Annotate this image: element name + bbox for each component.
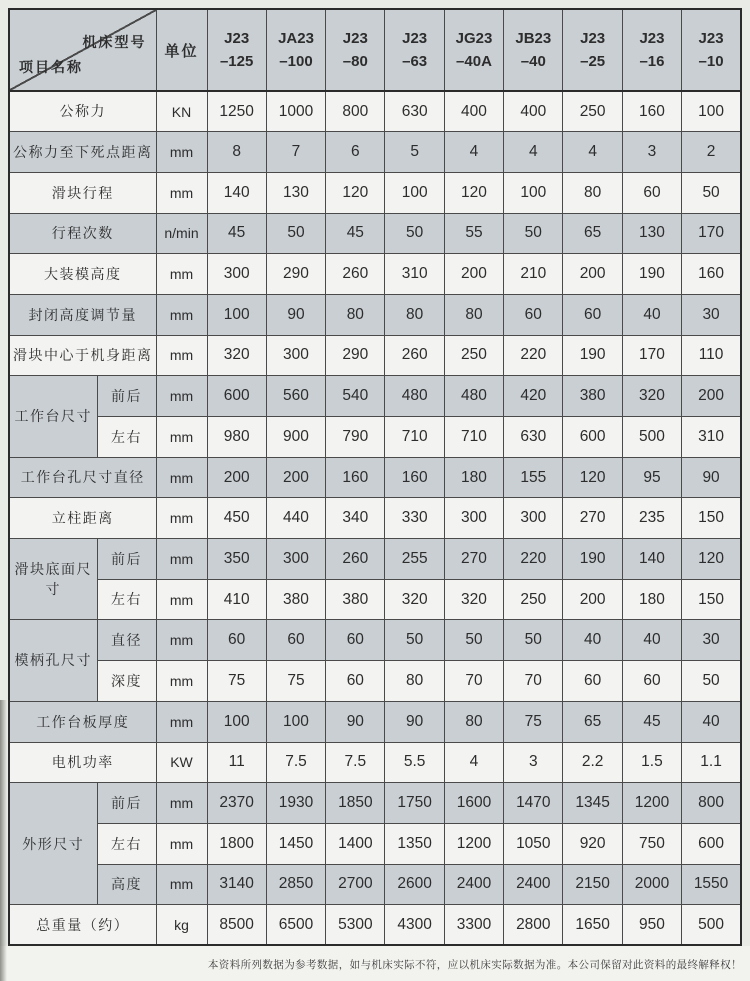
value-cell: 6500 — [266, 905, 325, 946]
model-series-label: JA23 — [278, 29, 314, 47]
value-cell: 800 — [326, 91, 385, 132]
model-header — [622, 9, 681, 91]
table-row — [9, 783, 741, 824]
value-cell: 5.5 — [385, 742, 444, 783]
row-sub-label: 左右 — [97, 579, 156, 620]
model-size-label: –100 — [279, 53, 313, 70]
value-cell: 50 — [385, 213, 444, 254]
value-cell: 50 — [682, 172, 741, 213]
value-cell: 5 — [385, 132, 444, 173]
model-series-label: JB23 — [515, 29, 552, 47]
table-row — [9, 376, 741, 417]
value-cell: 300 — [444, 498, 503, 539]
value-cell: 1000 — [266, 91, 325, 132]
table-row — [9, 132, 741, 173]
unit-cell: mm — [156, 376, 207, 417]
value-cell: 320 — [622, 376, 681, 417]
value-cell: 100 — [682, 91, 741, 132]
value-cell: 540 — [326, 376, 385, 417]
value-cell: 45 — [326, 213, 385, 254]
value-cell: 320 — [444, 579, 503, 620]
table-row — [9, 579, 741, 620]
value-cell: 2800 — [504, 905, 563, 946]
unit-cell: n/min — [156, 213, 207, 254]
value-cell: 100 — [207, 294, 266, 335]
value-cell: 330 — [385, 498, 444, 539]
value-cell: 380 — [266, 579, 325, 620]
table-row — [9, 905, 741, 946]
value-cell: 200 — [563, 579, 622, 620]
value-cell: 120 — [682, 539, 741, 580]
value-cell: 75 — [266, 661, 325, 702]
value-cell: 90 — [266, 294, 325, 335]
value-cell: 120 — [444, 172, 503, 213]
row-label: 公称力 — [9, 91, 156, 132]
value-cell: 250 — [504, 579, 563, 620]
model-header — [266, 9, 325, 91]
value-cell: 260 — [326, 539, 385, 580]
value-cell: 40 — [682, 701, 741, 742]
value-cell: 800 — [682, 783, 741, 824]
value-cell: 260 — [326, 254, 385, 295]
model-series-label: J23 — [580, 29, 606, 47]
value-cell: 155 — [504, 457, 563, 498]
row-label: 大装模高度 — [9, 254, 156, 295]
value-cell: 60 — [563, 661, 622, 702]
value-cell: 2400 — [504, 864, 563, 905]
value-cell: 630 — [385, 91, 444, 132]
footer-note: 本资料所列数据为参考数据，如与机床实际不符，应以机床实际数据为准。本公司保留对此资料的最终解释权！ — [207, 959, 742, 971]
value-cell: 290 — [326, 335, 385, 376]
value-cell: 190 — [563, 335, 622, 376]
row-sub-label: 深度 — [97, 661, 156, 702]
value-cell: 45 — [622, 701, 681, 742]
value-cell: 440 — [266, 498, 325, 539]
value-cell: 3 — [622, 132, 681, 173]
value-cell: 260 — [385, 335, 444, 376]
value-cell: 400 — [444, 91, 503, 132]
row-sub-label: 直径 — [97, 620, 156, 661]
value-cell: 300 — [207, 254, 266, 295]
value-cell: 1200 — [444, 823, 503, 864]
unit-cell: mm — [156, 620, 207, 661]
value-cell: 50 — [682, 661, 741, 702]
value-cell: 320 — [385, 579, 444, 620]
value-cell: 980 — [207, 417, 266, 458]
model-header — [504, 9, 563, 91]
unit-cell: mm — [156, 823, 207, 864]
unit-cell: mm — [156, 539, 207, 580]
value-cell: 480 — [444, 376, 503, 417]
value-cell: 6 — [326, 132, 385, 173]
value-cell: 120 — [326, 172, 385, 213]
table-row — [9, 335, 741, 376]
value-cell: 60 — [504, 294, 563, 335]
value-cell: 50 — [385, 620, 444, 661]
value-cell: 1250 — [207, 91, 266, 132]
value-cell: 80 — [385, 294, 444, 335]
unit-cell: mm — [156, 701, 207, 742]
value-cell: 1200 — [622, 783, 681, 824]
model-size-label: –80 — [342, 53, 368, 70]
value-cell: 900 — [266, 417, 325, 458]
unit-cell: KN — [156, 91, 207, 132]
value-cell: 100 — [207, 701, 266, 742]
value-cell: 40 — [622, 620, 681, 661]
table-row — [9, 539, 741, 580]
value-cell: 1470 — [504, 783, 563, 824]
item-name-header: 项目名称 — [19, 59, 83, 75]
value-cell: 50 — [504, 620, 563, 661]
value-cell: 4 — [504, 132, 563, 173]
model-size-label: –25 — [580, 53, 606, 70]
value-cell: 200 — [563, 254, 622, 295]
model-series-label: J23 — [402, 29, 428, 47]
value-cell: 140 — [207, 172, 266, 213]
value-cell: 80 — [326, 294, 385, 335]
unit-cell: KW — [156, 742, 207, 783]
value-cell: 80 — [444, 294, 503, 335]
row-sub-label: 左右 — [97, 417, 156, 458]
value-cell: 2700 — [326, 864, 385, 905]
value-cell: 220 — [504, 539, 563, 580]
value-cell: 310 — [682, 417, 741, 458]
model-size-label: –125 — [219, 53, 254, 70]
value-cell: 75 — [504, 701, 563, 742]
value-cell: 80 — [385, 661, 444, 702]
table-row — [9, 742, 741, 783]
unit-cell: mm — [156, 457, 207, 498]
value-cell: 2600 — [385, 864, 444, 905]
value-cell: 190 — [563, 539, 622, 580]
model-size-label: –63 — [402, 53, 428, 70]
model-header — [385, 9, 444, 91]
row-label: 滑块中心于机身距离 — [9, 335, 156, 376]
scan-edge-shadow — [0, 700, 7, 981]
value-cell: 7.5 — [326, 742, 385, 783]
header-row — [9, 9, 741, 91]
value-cell: 200 — [266, 457, 325, 498]
row-label: 总重量（约） — [9, 905, 156, 946]
value-cell: 200 — [444, 254, 503, 295]
value-cell: 340 — [326, 498, 385, 539]
unit-cell: mm — [156, 864, 207, 905]
row-label: 立柱距离 — [9, 498, 156, 539]
value-cell: 560 — [266, 376, 325, 417]
value-cell: 110 — [682, 335, 741, 376]
value-cell: 400 — [504, 91, 563, 132]
value-cell: 2400 — [444, 864, 503, 905]
unit-cell: mm — [156, 335, 207, 376]
value-cell: 40 — [622, 294, 681, 335]
value-cell: 70 — [444, 661, 503, 702]
unit-cell: mm — [156, 661, 207, 702]
value-cell: 100 — [385, 172, 444, 213]
value-cell: 210 — [504, 254, 563, 295]
value-cell: 180 — [622, 579, 681, 620]
value-cell: 60 — [563, 294, 622, 335]
model-header — [682, 9, 741, 91]
value-cell: 750 — [622, 823, 681, 864]
value-cell: 7.5 — [266, 742, 325, 783]
value-cell: 140 — [622, 539, 681, 580]
value-cell: 170 — [622, 335, 681, 376]
corner-cell — [9, 9, 156, 91]
unit-cell: mm — [156, 498, 207, 539]
table-row — [9, 620, 741, 661]
value-cell: 300 — [266, 335, 325, 376]
value-cell: 1650 — [563, 905, 622, 946]
value-cell: 8 — [207, 132, 266, 173]
value-cell: 160 — [326, 457, 385, 498]
value-cell: 1400 — [326, 823, 385, 864]
model-series-label: JG23 — [455, 29, 493, 47]
value-cell: 3300 — [444, 905, 503, 946]
value-cell: 255 — [385, 539, 444, 580]
value-cell: 90 — [385, 701, 444, 742]
value-cell: 1600 — [444, 783, 503, 824]
value-cell: 60 — [622, 661, 681, 702]
value-cell: 160 — [622, 91, 681, 132]
value-cell: 1930 — [266, 783, 325, 824]
value-cell: 55 — [444, 213, 503, 254]
row-group-label: 工作台尺寸 — [9, 376, 97, 457]
table-row — [9, 457, 741, 498]
model-size-label: –40 — [520, 53, 546, 70]
value-cell: 170 — [682, 213, 741, 254]
model-header — [207, 9, 266, 91]
value-cell: 1.1 — [682, 742, 741, 783]
value-cell: 380 — [563, 376, 622, 417]
row-label: 公称力至下死点距离 — [9, 132, 156, 173]
value-cell: 40 — [563, 620, 622, 661]
value-cell: 200 — [207, 457, 266, 498]
value-cell: 310 — [385, 254, 444, 295]
value-cell: 480 — [385, 376, 444, 417]
value-cell: 60 — [326, 661, 385, 702]
value-cell: 5300 — [326, 905, 385, 946]
value-cell: 90 — [682, 457, 741, 498]
table-row — [9, 661, 741, 702]
value-cell: 80 — [563, 172, 622, 213]
value-cell: 710 — [444, 417, 503, 458]
row-label: 工作台孔尺寸直径 — [9, 457, 156, 498]
model-series-label: J23 — [342, 29, 368, 47]
value-cell: 8500 — [207, 905, 266, 946]
row-group-label: 滑块底面尺寸 — [9, 539, 97, 620]
value-cell: 50 — [266, 213, 325, 254]
value-cell: 180 — [444, 457, 503, 498]
value-cell: 7 — [266, 132, 325, 173]
value-cell: 50 — [504, 213, 563, 254]
value-cell: 160 — [385, 457, 444, 498]
table-row — [9, 417, 741, 458]
unit-cell: mm — [156, 294, 207, 335]
model-series-label: J23 — [224, 29, 250, 47]
value-cell: 30 — [682, 294, 741, 335]
value-cell: 130 — [622, 213, 681, 254]
value-cell: 70 — [504, 661, 563, 702]
row-group-label: 外形尺寸 — [9, 783, 97, 905]
value-cell: 1350 — [385, 823, 444, 864]
value-cell: 1750 — [385, 783, 444, 824]
unit-header: 单位 — [156, 9, 207, 91]
model-size-label: –16 — [639, 53, 665, 70]
value-cell: 410 — [207, 579, 266, 620]
unit-cell: mm — [156, 417, 207, 458]
value-cell: 920 — [563, 823, 622, 864]
table-row — [9, 864, 741, 905]
model-header — [563, 9, 622, 91]
row-label: 封闭高度调节量 — [9, 294, 156, 335]
value-cell: 4 — [444, 742, 503, 783]
model-series-label: J23 — [698, 29, 724, 47]
value-cell: 300 — [504, 498, 563, 539]
value-cell: 1450 — [266, 823, 325, 864]
value-cell: 950 — [622, 905, 681, 946]
value-cell: 3140 — [207, 864, 266, 905]
value-cell: 11 — [207, 742, 266, 783]
value-cell: 350 — [207, 539, 266, 580]
value-cell: 500 — [682, 905, 741, 946]
value-cell: 60 — [266, 620, 325, 661]
value-cell: 95 — [622, 457, 681, 498]
value-cell: 190 — [622, 254, 681, 295]
value-cell: 300 — [266, 539, 325, 580]
row-sub-label: 左右 — [97, 823, 156, 864]
table-row — [9, 498, 741, 539]
value-cell: 90 — [326, 701, 385, 742]
value-cell: 4300 — [385, 905, 444, 946]
unit-cell: kg — [156, 905, 207, 946]
value-cell: 2370 — [207, 783, 266, 824]
value-cell: 270 — [563, 498, 622, 539]
unit-cell: mm — [156, 254, 207, 295]
model-series-label: J23 — [639, 29, 665, 47]
value-cell: 710 — [385, 417, 444, 458]
value-cell: 270 — [444, 539, 503, 580]
value-cell: 120 — [563, 457, 622, 498]
model-header — [444, 9, 503, 91]
unit-cell: mm — [156, 132, 207, 173]
spec-table — [8, 8, 742, 946]
value-cell: 50 — [444, 620, 503, 661]
value-cell: 4 — [563, 132, 622, 173]
value-cell: 500 — [622, 417, 681, 458]
table-row — [9, 213, 741, 254]
value-cell: 4 — [444, 132, 503, 173]
row-label: 滑块行程 — [9, 172, 156, 213]
value-cell: 220 — [504, 335, 563, 376]
value-cell: 600 — [563, 417, 622, 458]
value-cell: 60 — [326, 620, 385, 661]
value-cell: 600 — [682, 823, 741, 864]
row-label: 电机功率 — [9, 742, 156, 783]
value-cell: 2850 — [266, 864, 325, 905]
value-cell: 80 — [444, 701, 503, 742]
table-row — [9, 294, 741, 335]
unit-cell: mm — [156, 783, 207, 824]
value-cell: 2.2 — [563, 742, 622, 783]
value-cell: 100 — [266, 701, 325, 742]
value-cell: 160 — [682, 254, 741, 295]
value-cell: 45 — [207, 213, 266, 254]
value-cell: 1050 — [504, 823, 563, 864]
machine-model-header: 机床型号 — [82, 34, 147, 50]
row-label: 工作台板厚度 — [9, 701, 156, 742]
value-cell: 1850 — [326, 783, 385, 824]
row-sub-label: 前后 — [97, 539, 156, 580]
value-cell: 1550 — [682, 864, 741, 905]
value-cell: 600 — [207, 376, 266, 417]
value-cell: 3 — [504, 742, 563, 783]
row-label: 行程次数 — [9, 213, 156, 254]
row-sub-label: 前后 — [97, 376, 156, 417]
value-cell: 250 — [444, 335, 503, 376]
value-cell: 290 — [266, 254, 325, 295]
value-cell: 235 — [622, 498, 681, 539]
value-cell: 60 — [207, 620, 266, 661]
value-cell: 2000 — [622, 864, 681, 905]
value-cell: 420 — [504, 376, 563, 417]
table-row — [9, 823, 741, 864]
value-cell: 65 — [563, 701, 622, 742]
value-cell: 2 — [682, 132, 741, 173]
model-header — [326, 9, 385, 91]
table-row — [9, 701, 741, 742]
value-cell: 1.5 — [622, 742, 681, 783]
model-size-label: –40A — [456, 53, 492, 70]
value-cell: 60 — [622, 172, 681, 213]
unit-cell: mm — [156, 579, 207, 620]
value-cell: 450 — [207, 498, 266, 539]
value-cell: 380 — [326, 579, 385, 620]
value-cell: 200 — [682, 376, 741, 417]
value-cell: 150 — [682, 579, 741, 620]
value-cell: 630 — [504, 417, 563, 458]
value-cell: 1800 — [207, 823, 266, 864]
value-cell: 790 — [326, 417, 385, 458]
value-cell: 2150 — [563, 864, 622, 905]
value-cell: 1345 — [563, 783, 622, 824]
table-row — [9, 254, 741, 295]
value-cell: 65 — [563, 213, 622, 254]
value-cell: 30 — [682, 620, 741, 661]
row-sub-label: 前后 — [97, 783, 156, 824]
value-cell: 100 — [504, 172, 563, 213]
value-cell: 250 — [563, 91, 622, 132]
value-cell: 150 — [682, 498, 741, 539]
unit-cell: mm — [156, 172, 207, 213]
table-row — [9, 91, 741, 132]
value-cell: 75 — [207, 661, 266, 702]
table-row — [9, 172, 741, 213]
row-sub-label: 高度 — [97, 864, 156, 905]
row-group-label: 模柄孔尺寸 — [9, 620, 97, 701]
value-cell: 130 — [266, 172, 325, 213]
value-cell: 320 — [207, 335, 266, 376]
model-size-label: –10 — [698, 53, 724, 70]
